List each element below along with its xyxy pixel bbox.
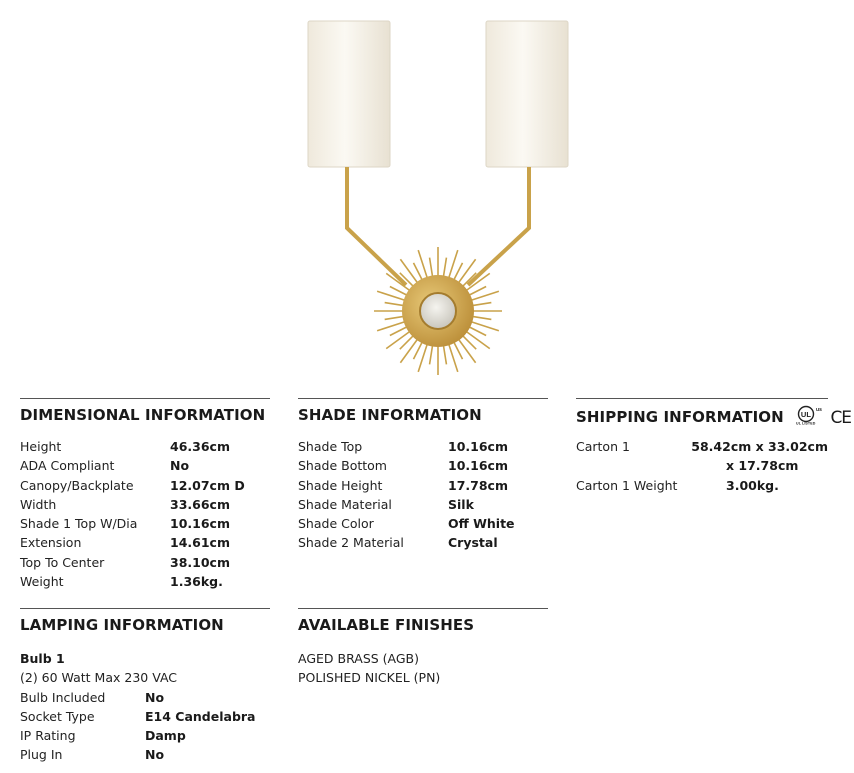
spec-value: E14 Candelabra xyxy=(145,708,256,724)
spec-row-shade-color xyxy=(298,514,548,533)
spec-label: Shade 1 Top W/Dia xyxy=(20,516,138,532)
left-arm xyxy=(347,167,406,285)
spec-label: Top To Center xyxy=(20,554,105,570)
spec-row-carton-cont xyxy=(576,456,828,475)
spec-value: No xyxy=(145,747,165,763)
spec-value: 10.16cm xyxy=(448,458,508,474)
spec-label: Canopy/Backplate xyxy=(20,477,134,493)
spec-row-extension xyxy=(20,533,270,552)
finishes-title: AVAILABLE FINISHES xyxy=(298,616,475,634)
spec-label: Shade Top xyxy=(298,439,363,454)
svg-text:UL: UL xyxy=(801,410,812,419)
shade-title: SHADE INFORMATION xyxy=(298,406,482,424)
spec-label: Extension xyxy=(20,535,82,551)
spec-row-top-to-center xyxy=(20,553,270,572)
bulb-title: Bulb 1 xyxy=(20,651,65,666)
spec-label: Width xyxy=(20,496,57,512)
spec-value: Off White xyxy=(448,516,515,532)
finishes-section xyxy=(298,608,548,688)
spec-row-plug-in xyxy=(20,745,270,764)
left-shade xyxy=(308,21,390,167)
spec-row-shade-bottom xyxy=(298,456,548,475)
spec-label: Shade Material xyxy=(298,496,392,512)
spec-value: 10.16cm xyxy=(170,516,230,532)
spec-value: 58.42cm x 33.02cm xyxy=(691,439,828,454)
spec-label: Shade Bottom xyxy=(298,458,387,474)
spec-value: 17.78cm xyxy=(448,477,508,493)
shade-section xyxy=(298,398,548,553)
spec-value: No xyxy=(145,689,165,705)
shipping-title-text: SHIPPING INFORMATION xyxy=(576,408,784,426)
spec-label: Shade Color xyxy=(298,516,374,532)
spec-value: No xyxy=(170,458,190,474)
sconce-illustration xyxy=(296,10,586,380)
ul-listed-icon xyxy=(795,405,823,430)
spec-row-canopy xyxy=(20,476,270,495)
spec-label: Height xyxy=(20,439,62,454)
spec-label: Weight xyxy=(20,574,64,590)
stone-center xyxy=(420,293,456,329)
spec-label: Shade Height xyxy=(298,477,383,493)
spec-value: 14.61cm xyxy=(170,535,230,551)
spec-value: 1.36kg. xyxy=(170,574,223,590)
spec-label: Plug In xyxy=(20,747,63,763)
spec-value: Silk xyxy=(448,496,474,512)
spec-row-bulb-included xyxy=(20,688,270,707)
spec-label: Socket Type xyxy=(20,708,95,724)
spec-row-carton-weight xyxy=(576,476,828,495)
spec-value: 46.36cm xyxy=(170,439,230,454)
bulb-description: (2) 60 Watt Max 230 VAC xyxy=(20,670,178,686)
spec-value: 12.07cm D xyxy=(170,477,245,493)
spec-row-height xyxy=(20,437,270,456)
lamping-section xyxy=(20,608,270,765)
spec-row-shade-height xyxy=(298,476,548,495)
finish-item: POLISHED NICKEL (PN) xyxy=(298,670,441,686)
spec-row-shade-top xyxy=(20,514,270,533)
dimensional-section xyxy=(20,398,270,591)
spec-value: x 17.78cm xyxy=(726,458,799,474)
svg-text:us: us xyxy=(816,407,823,413)
spec-value: 3.00kg. xyxy=(726,477,779,493)
spec-row-socket-type xyxy=(20,707,270,726)
spec-label: Carton 1 Weight xyxy=(576,477,678,493)
spec-label: Bulb Included xyxy=(20,689,106,705)
spec-label: Shade 2 Material xyxy=(298,535,404,551)
spec-row-ada xyxy=(20,456,270,475)
spec-label: IP Rating xyxy=(20,728,76,744)
spec-value: Damp xyxy=(145,728,186,744)
spec-value: 10.16cm xyxy=(448,439,508,454)
spec-row-shade-material xyxy=(298,495,548,514)
product-image xyxy=(296,10,586,380)
spec-label: ADA Compliant xyxy=(20,458,115,474)
ul-listed-text: UL LISTED xyxy=(796,421,816,425)
spec-row-weight xyxy=(20,572,270,591)
spec-row-carton xyxy=(576,437,828,456)
spec-row-shade-top xyxy=(298,437,548,456)
spec-value: Crystal xyxy=(448,535,498,551)
spec-row-shade2-material xyxy=(298,533,548,552)
lamping-title: LAMPING INFORMATION xyxy=(20,616,224,634)
ce-mark-icon: CE xyxy=(830,407,852,428)
spec-row-ip-rating xyxy=(20,726,270,745)
spec-label: Carton 1 xyxy=(576,439,630,454)
dimensional-title: DIMENSIONAL INFORMATION xyxy=(20,406,266,424)
right-shade xyxy=(486,21,568,167)
spec-value: 33.66cm xyxy=(170,496,230,512)
shipping-title xyxy=(576,405,852,428)
finish-item: AGED BRASS (AGB) xyxy=(298,651,420,666)
spec-row-width xyxy=(20,495,270,514)
spec-value: 38.10cm xyxy=(170,554,230,570)
shipping-section xyxy=(576,398,852,495)
right-arm xyxy=(468,167,529,285)
